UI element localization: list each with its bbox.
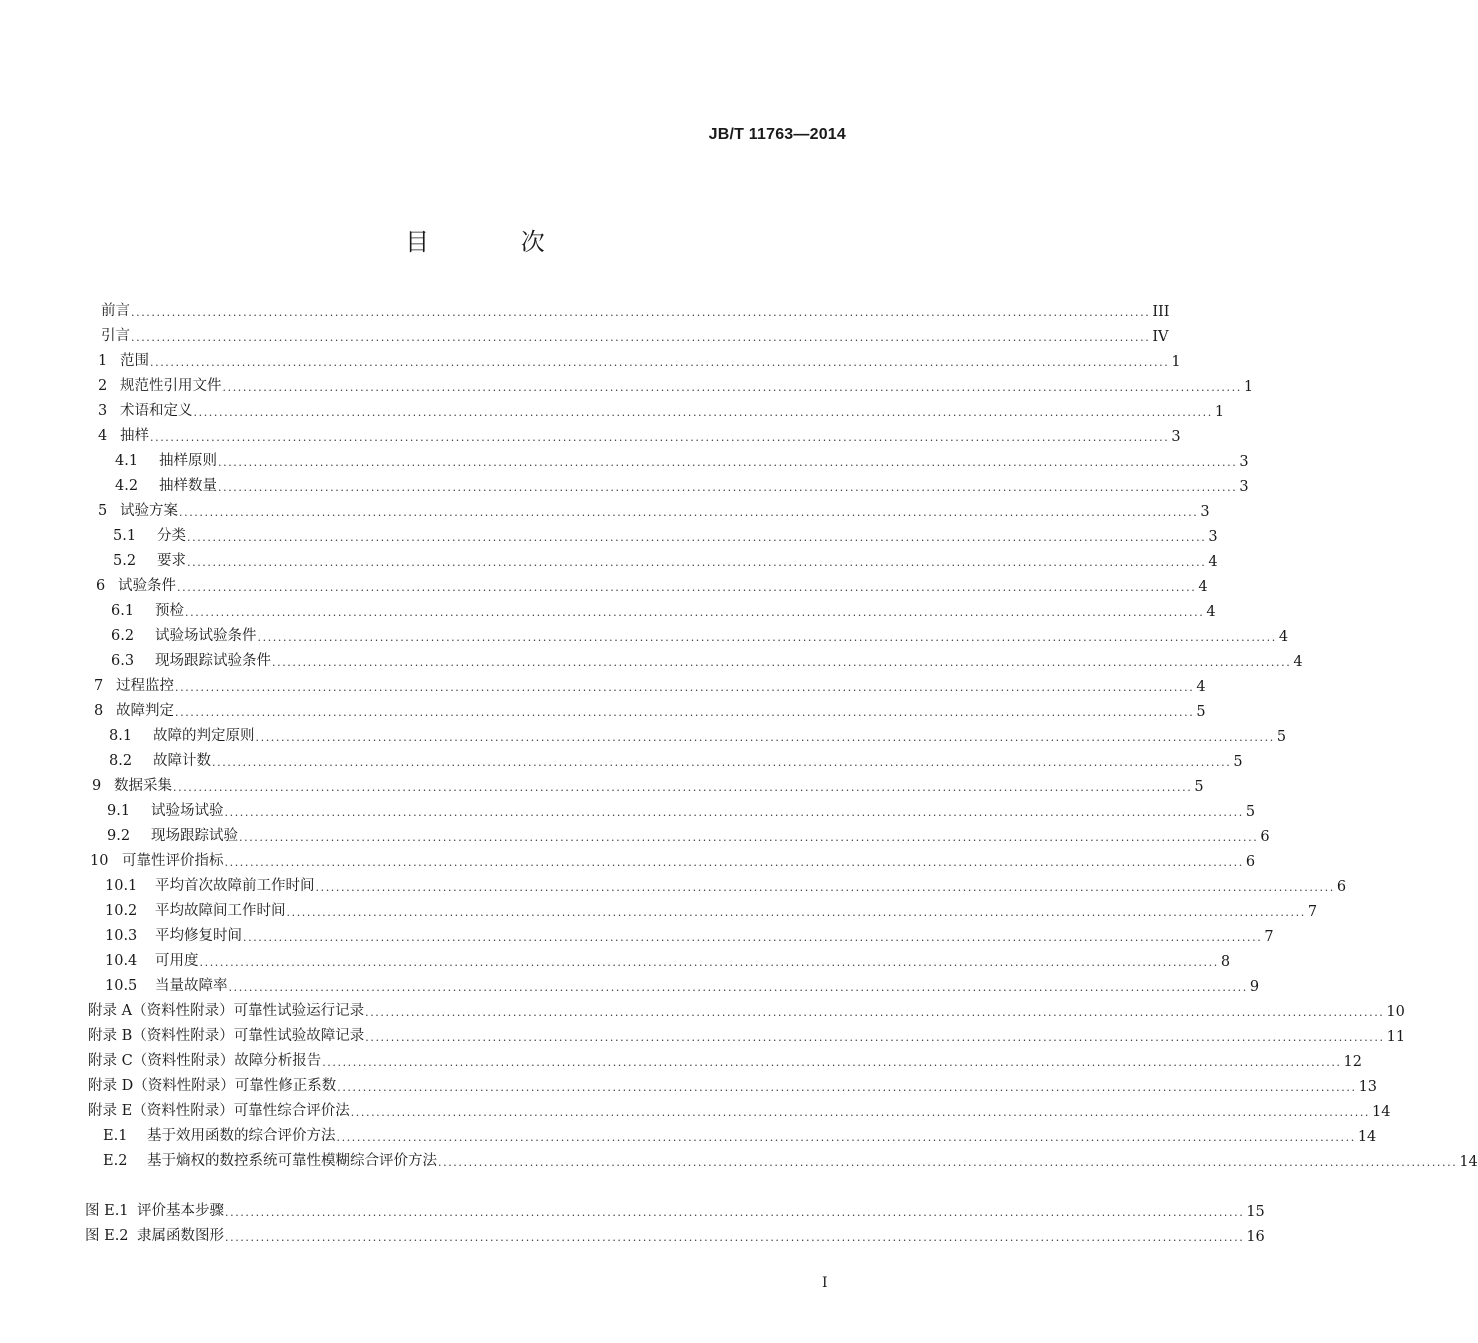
toc-entry-number: 10.5 (105, 978, 138, 994)
toc-entry-page: 5 (1194, 779, 1204, 795)
toc-entry[interactable] (98, 498, 1210, 520)
toc-entry-page: 4 (1198, 579, 1208, 595)
toc-entry-title: 试验场试验 (151, 803, 224, 819)
toc-entry-title: 平均修复时间 (155, 928, 242, 944)
toc-entry-number: 8.2 (109, 753, 133, 769)
toc-entry-label (109, 724, 255, 745)
toc-entry-label (90, 849, 224, 870)
toc-entry-page: 3 (1208, 529, 1218, 545)
toc-entry-page: 5 (1245, 804, 1256, 820)
toc-entry-label (85, 1199, 224, 1220)
toc-entry-page: 14 (1459, 1154, 1478, 1170)
dot-leader: ........................................................................................................................................................................................................ (199, 956, 1219, 969)
toc-entry[interactable] (107, 798, 1256, 820)
toc-entry-number: 8.1 (109, 728, 133, 744)
toc-entry-label (115, 474, 217, 495)
toc-entry-number: 6 (96, 578, 106, 594)
toc-entry-number: 10 (90, 853, 109, 869)
toc-entry-label (101, 324, 130, 345)
toc-entry-title: 前言 (101, 303, 130, 319)
toc-entry[interactable] (88, 998, 1405, 1020)
dot-leader: ........................................................................................................................................................................................................ (257, 631, 1277, 644)
toc-entry-label (98, 424, 149, 445)
toc-entry-page: 14 (1372, 1104, 1391, 1120)
toc-entry-title: 规范性引用文件 (120, 378, 222, 394)
toc-entry[interactable] (103, 1123, 1377, 1145)
toc-entry[interactable] (98, 398, 1225, 420)
toc-entry-page: 6 (1260, 829, 1270, 845)
toc-entry-page: 4 (1293, 654, 1303, 670)
toc-entry-page: IV (1152, 329, 1169, 345)
dot-leader: ........................................................................................................................................................................................................ (212, 756, 1232, 769)
dot-leader: ........................................................................................................................................................................................................ (255, 731, 1275, 744)
toc-entry-label (107, 824, 238, 845)
toc-entry[interactable] (88, 1098, 1391, 1120)
toc-entry-number: 9.1 (107, 803, 131, 819)
toc-entry-number: 6.2 (111, 628, 135, 644)
dot-leader: ........................................................................................................................................................................................................ (286, 906, 1306, 919)
toc-entry-label (98, 374, 222, 395)
toc-entry-number: 5.2 (113, 553, 137, 569)
toc-entry-number: 4 (98, 428, 108, 444)
toc-entry-label (96, 574, 176, 595)
toc-entry-title: 当量故障率 (155, 978, 228, 994)
toc-entry-page: 9 (1249, 979, 1260, 995)
toc-entry-title: 基于效用函数的综合评价方法 (147, 1128, 336, 1144)
toc-entry-title: 抽样原则 (159, 453, 217, 469)
dot-leader: ........................................................................................................................................................................................................ (218, 481, 1238, 494)
toc-entry-page: 3 (1239, 454, 1249, 470)
toc-entry-label (94, 674, 174, 695)
dot-leader: ........................................................................................................................................................................................................ (365, 1006, 1385, 1019)
toc-entry[interactable] (98, 423, 1181, 445)
toc-entry-page: 15 (1246, 1204, 1265, 1220)
dot-leader: ........................................................................................................................................................................................................ (131, 331, 1151, 344)
toc-entry-number: 4.1 (115, 453, 139, 469)
toc-entry-page: 5 (1276, 729, 1287, 745)
toc-entry-label (111, 624, 257, 645)
dot-leader: ........................................................................................................................................................................................................ (175, 706, 1195, 719)
toc-entry[interactable] (105, 873, 1347, 895)
toc-entry-number: 图 E.1 (85, 1203, 129, 1219)
toc-entry-page: 4 (1278, 629, 1289, 645)
toc-entry-number: E.1 (103, 1128, 128, 1144)
toc-entry-label (103, 1124, 336, 1145)
toc-entry-label (88, 1074, 336, 1095)
dot-leader: ........................................................................................................................................................................................................ (228, 981, 1248, 994)
dot-leader: ........................................................................................................................................................................................................ (337, 1081, 1357, 1094)
dot-leader: ........................................................................................................................................................................................................ (131, 306, 1151, 319)
toc-entry-number: 4.2 (115, 478, 139, 494)
toc-entry-number: 7 (94, 678, 104, 694)
toc-entry-page: 1 (1243, 379, 1254, 395)
toc-entry[interactable] (105, 898, 1318, 920)
toc-entry-label (101, 299, 130, 320)
toc-entry[interactable] (96, 573, 1208, 595)
dot-leader: ........................................................................................................................................................................................................ (177, 581, 1197, 594)
toc-entry-title: 附录 C（资料性附录）故障分析报告 (88, 1053, 322, 1069)
standard-code: JB/T 11763—2014 (708, 126, 846, 143)
toc-entry-number: 10.3 (105, 928, 138, 944)
toc-entry-label (98, 499, 178, 520)
toc-entry-title: 预检 (155, 603, 184, 619)
toc-entry-page: 5 (1233, 754, 1243, 770)
toc-entry-page: III (1152, 304, 1170, 320)
toc-entry-title: 评价基本步骤 (137, 1203, 224, 1219)
toc-entry-label (115, 449, 217, 470)
toc-entry-page: 10 (1386, 1004, 1405, 1020)
toc-entry[interactable] (115, 448, 1249, 470)
toc-entry-number: 10.2 (105, 903, 138, 919)
toc-entry-title: 过程监控 (116, 678, 174, 694)
toc-entry[interactable] (88, 1023, 1406, 1045)
dot-leader: ........................................................................................................................................................................................................ (350, 1106, 1371, 1119)
toc-entry-title: 试验条件 (118, 578, 176, 594)
toc-entry-number: 图 E.2 (85, 1228, 129, 1244)
toc-entry-title: 现场跟踪试验 (151, 828, 238, 844)
toc-entry-title: 范围 (120, 353, 149, 369)
toc-entry-label (105, 874, 315, 895)
toc-entry-title: 附录 D（资料性附录）可靠性修正系数 (88, 1078, 337, 1094)
toc-entry-page: 5 (1196, 704, 1206, 720)
toc-entry[interactable] (105, 923, 1274, 945)
toc-entry-page: 16 (1246, 1229, 1265, 1245)
toc-entry-title: 可用度 (155, 953, 199, 969)
toc-entry-page: 12 (1343, 1054, 1362, 1070)
dot-leader: ........................................................................................................................................................................................................ (193, 406, 1213, 419)
toc-entry-title: 故障判定 (116, 703, 174, 719)
dot-leader: ........................................................................................................................................................................................................ (179, 506, 1199, 519)
dot-leader: ........................................................................................................................................................................................................ (224, 806, 1244, 819)
toc-entry-number: 9 (92, 778, 102, 794)
toc-entry-label (113, 549, 186, 570)
toc-entry-number: 6.3 (111, 653, 135, 669)
dot-leader: ........................................................................................................................................................................................................ (225, 1231, 1245, 1244)
toc-entry-title: 可靠性评价指标 (122, 853, 224, 869)
toc-entry-page: 1 (1214, 404, 1225, 420)
page-title: 目 次 (405, 228, 587, 256)
toc-entry[interactable] (90, 848, 1256, 870)
dot-leader: ........................................................................................................................................................................................................ (243, 931, 1263, 944)
toc-entry[interactable] (101, 323, 1169, 345)
toc-entry-label (113, 524, 186, 545)
toc-entry-page: 3 (1171, 429, 1181, 445)
toc-entry[interactable] (94, 673, 1206, 695)
toc-entry-number: 1 (98, 353, 108, 369)
toc-entry[interactable] (85, 1198, 1265, 1220)
toc-entry-title: 平均首次故障前工作时间 (155, 878, 315, 894)
toc-entry-label (105, 924, 242, 945)
toc-entry-label (111, 649, 271, 670)
toc-entry[interactable] (85, 1223, 1265, 1245)
toc-entry-title: 分类 (157, 528, 186, 544)
toc-entry[interactable] (88, 1048, 1362, 1070)
toc-entry-title: 附录 B（资料性附录）可靠性试验故障记录 (88, 1028, 365, 1044)
toc-entry-label (105, 899, 286, 920)
toc-entry-title: 故障计数 (153, 753, 211, 769)
toc-entry[interactable] (111, 598, 1216, 620)
dot-leader: ........................................................................................................................................................................................................ (185, 606, 1205, 619)
toc-entry-label (105, 974, 228, 995)
toc-entry-number: 5 (98, 503, 108, 519)
toc-entry[interactable] (98, 348, 1181, 370)
toc-entry[interactable] (103, 1148, 1478, 1170)
toc-entry-label (88, 999, 364, 1020)
toc-entry-label (92, 774, 172, 795)
dot-leader: ........................................................................................................................................................................................................ (365, 1031, 1385, 1044)
toc-entry-page: 7 (1264, 929, 1274, 945)
toc-entry-label (98, 399, 193, 420)
toc-entry-number: 3 (98, 403, 108, 419)
toc-entry-page: 4 (1208, 554, 1218, 570)
dot-leader: ........................................................................................................................................................................................................ (224, 856, 1244, 869)
dot-leader: ........................................................................................................................................................................................................ (272, 656, 1292, 669)
toc-entry-label (88, 1049, 321, 1070)
toc-entry-title: 要求 (157, 553, 186, 569)
toc-entry-page: 6 (1336, 879, 1347, 895)
toc-entry-title: 术语和定义 (120, 403, 193, 419)
dot-leader: ........................................................................................................................................................................................................ (150, 356, 1170, 369)
toc-entry[interactable] (105, 948, 1231, 970)
toc-entry-title: 试验场试验条件 (155, 628, 257, 644)
toc-entry-title: 基于熵权的数控系统可靠性模糊综合评价方法 (147, 1153, 437, 1169)
toc-entry-number: 10.4 (105, 953, 138, 969)
toc-entry[interactable] (98, 373, 1254, 395)
toc-entry-number: 10.1 (105, 878, 138, 894)
dot-leader: ........................................................................................................................................................................................................ (222, 381, 1242, 394)
toc-entry-label (85, 1224, 224, 1245)
toc-entry-label (111, 599, 184, 620)
toc-entry-number: 9.2 (107, 828, 131, 844)
toc-entry-page: 14 (1357, 1129, 1377, 1145)
dot-leader: ........................................................................................................................................................................................................ (218, 456, 1238, 469)
dot-leader: ........................................................................................................................................................................................................ (187, 531, 1207, 544)
toc-entry-number: E.2 (103, 1153, 128, 1169)
toc-entry-page: 8 (1220, 954, 1231, 970)
toc-entry-label (107, 799, 224, 820)
toc-entry[interactable] (88, 1073, 1378, 1095)
toc-entry[interactable] (113, 548, 1218, 570)
toc-entry-title: 数据采集 (114, 778, 172, 794)
toc-entry-title: 现场跟踪试验条件 (155, 653, 271, 669)
dot-leader: ........................................................................................................................................................................................................ (315, 881, 1335, 894)
toc-entry-title: 引言 (101, 328, 130, 344)
toc-entry-label (94, 699, 174, 720)
toc-entry[interactable] (105, 973, 1260, 995)
toc-entry-page: 13 (1358, 1079, 1378, 1095)
page-number: I (822, 1275, 828, 1291)
toc-entry-number: 8 (94, 703, 104, 719)
dot-leader: ........................................................................................................................................................................................................ (175, 681, 1195, 694)
toc-entry-page: 3 (1200, 504, 1210, 520)
toc-entry-page: 3 (1239, 479, 1249, 495)
toc-entry[interactable] (109, 748, 1243, 770)
toc-entry[interactable] (101, 298, 1170, 320)
toc-entry-page: 6 (1245, 854, 1256, 870)
dot-leader: ........................................................................................................................................................................................................ (336, 1131, 1356, 1144)
dot-leader: ........................................................................................................................................................................................................ (239, 831, 1259, 844)
toc-entry-label (109, 749, 211, 770)
toc-entry-page: 11 (1386, 1029, 1406, 1045)
dot-leader: ........................................................................................................................................................................................................ (322, 1056, 1342, 1069)
toc-entry-number: 6.1 (111, 603, 135, 619)
toc-entry[interactable] (107, 823, 1270, 845)
toc-entry[interactable] (111, 648, 1303, 670)
toc-entry-label (88, 1024, 364, 1045)
toc-entry[interactable] (94, 698, 1206, 720)
toc-entry-title: 平均故障间工作时间 (155, 903, 286, 919)
dot-leader: ........................................................................................................................................................................................................ (438, 1156, 1458, 1169)
dot-leader: ........................................................................................................................................................................................................ (225, 1206, 1245, 1219)
toc-entry-title: 试验方案 (120, 503, 178, 519)
toc-entry-title: 故障的判定原则 (153, 728, 255, 744)
dot-leader: ........................................................................................................................................................................................................ (150, 431, 1170, 444)
dot-leader: ........................................................................................................................................................................................................ (173, 781, 1193, 794)
toc-entry-label (88, 1099, 350, 1120)
toc-entry-title: 附录 A（资料性附录）可靠性试验运行记录 (88, 1003, 365, 1019)
toc-entry[interactable] (92, 773, 1204, 795)
toc-entry-number: 5.1 (113, 528, 137, 544)
toc-entry-title: 抽样 (120, 428, 149, 444)
toc-entry-page: 4 (1196, 679, 1206, 695)
toc-entry-title: 附录 E（资料性附录）可靠性综合评价法 (88, 1103, 350, 1119)
toc-entry-page: 1 (1171, 354, 1181, 370)
toc-entry-page: 4 (1206, 604, 1216, 620)
toc-entry-title: 抽样数量 (159, 478, 217, 494)
toc-entry-title: 隶属函数图形 (137, 1228, 224, 1244)
toc-entry-page: 7 (1307, 904, 1318, 920)
toc-entry[interactable] (113, 523, 1218, 545)
toc-entry[interactable] (109, 723, 1287, 745)
toc-entry-label (98, 349, 149, 370)
toc-entry[interactable] (111, 623, 1289, 645)
toc-entry-label (103, 1149, 437, 1170)
toc-entry[interactable] (115, 473, 1249, 495)
dot-leader: ........................................................................................................................................................................................................ (187, 556, 1207, 569)
toc-entry-number: 2 (98, 378, 108, 394)
toc-entry-label (105, 949, 199, 970)
